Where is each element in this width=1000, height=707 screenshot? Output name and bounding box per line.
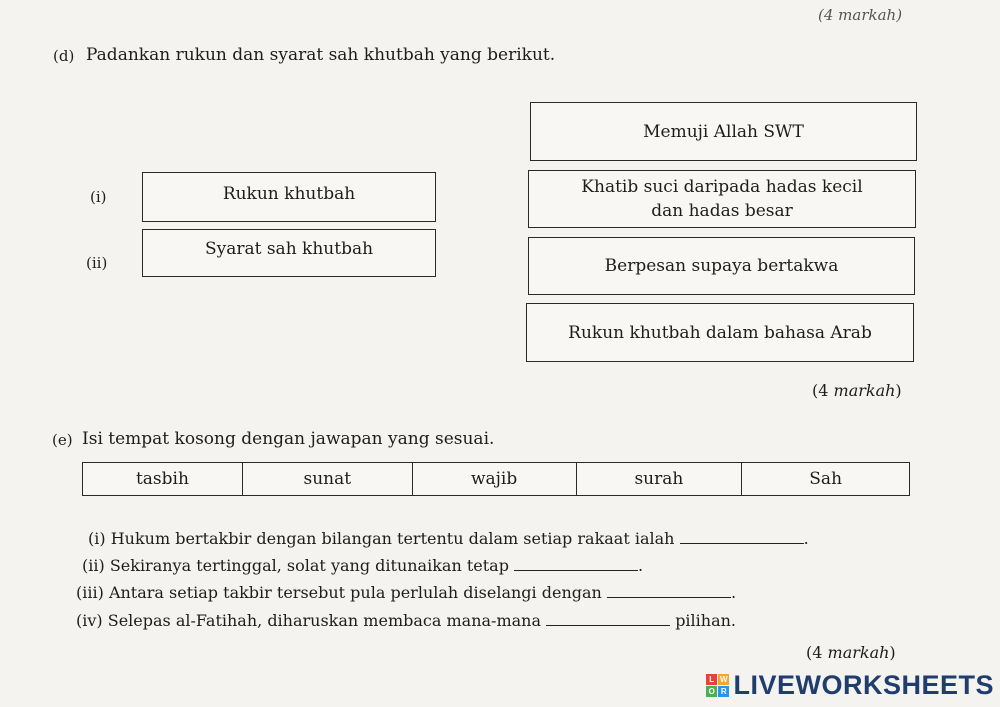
- question-e-instruction: Isi tempat kosong dengan jawapan yang sesuai.: [82, 429, 495, 449]
- answer-blank-3[interactable]: [607, 583, 731, 598]
- fill-item-2-text: Sekiranya tertinggal, solat yang ditunaikan tetap: [109, 556, 509, 575]
- question-d-instruction: Padankan rukun dan syarat sah khutbah yang berikut.: [86, 45, 556, 65]
- left-item-1-num: (i): [90, 188, 107, 206]
- question-d-label: (d): [53, 47, 75, 65]
- right-box-2[interactable]: [528, 170, 916, 228]
- top-marks-label: (4 markah): [818, 6, 903, 24]
- fill-item-1-num: (i): [88, 529, 106, 548]
- right-box-3-text: Berpesan supaya bertakwa: [604, 256, 839, 276]
- fill-item-2-after: .: [638, 556, 644, 575]
- word-bank-cell: Sah: [742, 463, 910, 496]
- fill-item-2-num: (ii): [82, 556, 105, 575]
- answer-blank-1[interactable]: [680, 529, 804, 544]
- marks-e-word: markah: [827, 643, 890, 662]
- logo-tile: L: [706, 674, 717, 685]
- liveworksheets-logo-icon: [706, 674, 729, 697]
- fill-item-3-text: Antara setiap takbir tersebut pula perlulah diselangi dengan: [108, 583, 602, 602]
- fill-item-3-num: (iii): [76, 583, 104, 602]
- right-box-4[interactable]: [526, 303, 914, 362]
- question-d-marks: [812, 381, 902, 400]
- fill-item-1-text: Hukum bertakbir dengan bilangan tertentu dalam setiap rakaat ialah: [110, 529, 675, 548]
- right-box-3[interactable]: [528, 237, 915, 295]
- right-box-4-text: Rukun khutbah dalam bahasa Arab: [568, 322, 872, 343]
- left-box-1-text: Rukun khutbah: [222, 184, 356, 204]
- fill-item-2: [82, 556, 643, 575]
- word-bank-cell: sunat: [242, 463, 412, 496]
- left-box-rukun-khutbah[interactable]: [142, 172, 436, 222]
- logo-tile: R: [718, 686, 729, 697]
- fill-item-4: [76, 611, 736, 630]
- word-bank-cell: wajib: [412, 463, 576, 496]
- marks-e-close: ): [889, 643, 896, 662]
- question-e-marks: [806, 643, 896, 662]
- brand-name: LIVEWORKSHEETS: [733, 670, 994, 700]
- marks-d-close: ): [895, 381, 902, 400]
- marks-d-num: (4: [812, 381, 829, 400]
- left-box-syarat-sah-khutbah[interactable]: [142, 229, 436, 277]
- fill-item-4-text: Selepas al-Fatihah, diharuskan membaca mana-mana: [107, 611, 541, 630]
- fill-item-1-after: .: [803, 529, 809, 548]
- right-box-1[interactable]: [530, 102, 917, 161]
- right-box-1-text: Memuji Allah SWT: [643, 121, 804, 142]
- marks-d-word: markah: [833, 381, 896, 400]
- left-box-2-text: Syarat sah khutbah: [204, 239, 374, 259]
- logo-tile: O: [706, 686, 717, 697]
- liveworksheets-brand: [706, 670, 994, 701]
- fill-item-3-after: .: [730, 583, 737, 602]
- word-bank-table: [82, 462, 910, 496]
- right-box-2-text: Khatib suci daripada hadas kecil dan hadas besar: [581, 177, 863, 221]
- left-item-2-num: (ii): [86, 254, 108, 272]
- fill-item-1: [88, 529, 809, 548]
- word-bank-cell: tasbih: [83, 463, 243, 496]
- answer-blank-2[interactable]: [514, 556, 638, 571]
- answer-blank-4[interactable]: [546, 611, 670, 626]
- logo-tile: W: [719, 675, 728, 684]
- word-bank-cell: surah: [576, 463, 742, 496]
- marks-e-num: (4: [806, 643, 823, 662]
- fill-item-4-after: pilihan.: [675, 611, 737, 630]
- fill-item-4-num: (iv): [76, 611, 103, 630]
- fill-item-3: [76, 583, 736, 602]
- question-e-label: (e): [52, 431, 73, 449]
